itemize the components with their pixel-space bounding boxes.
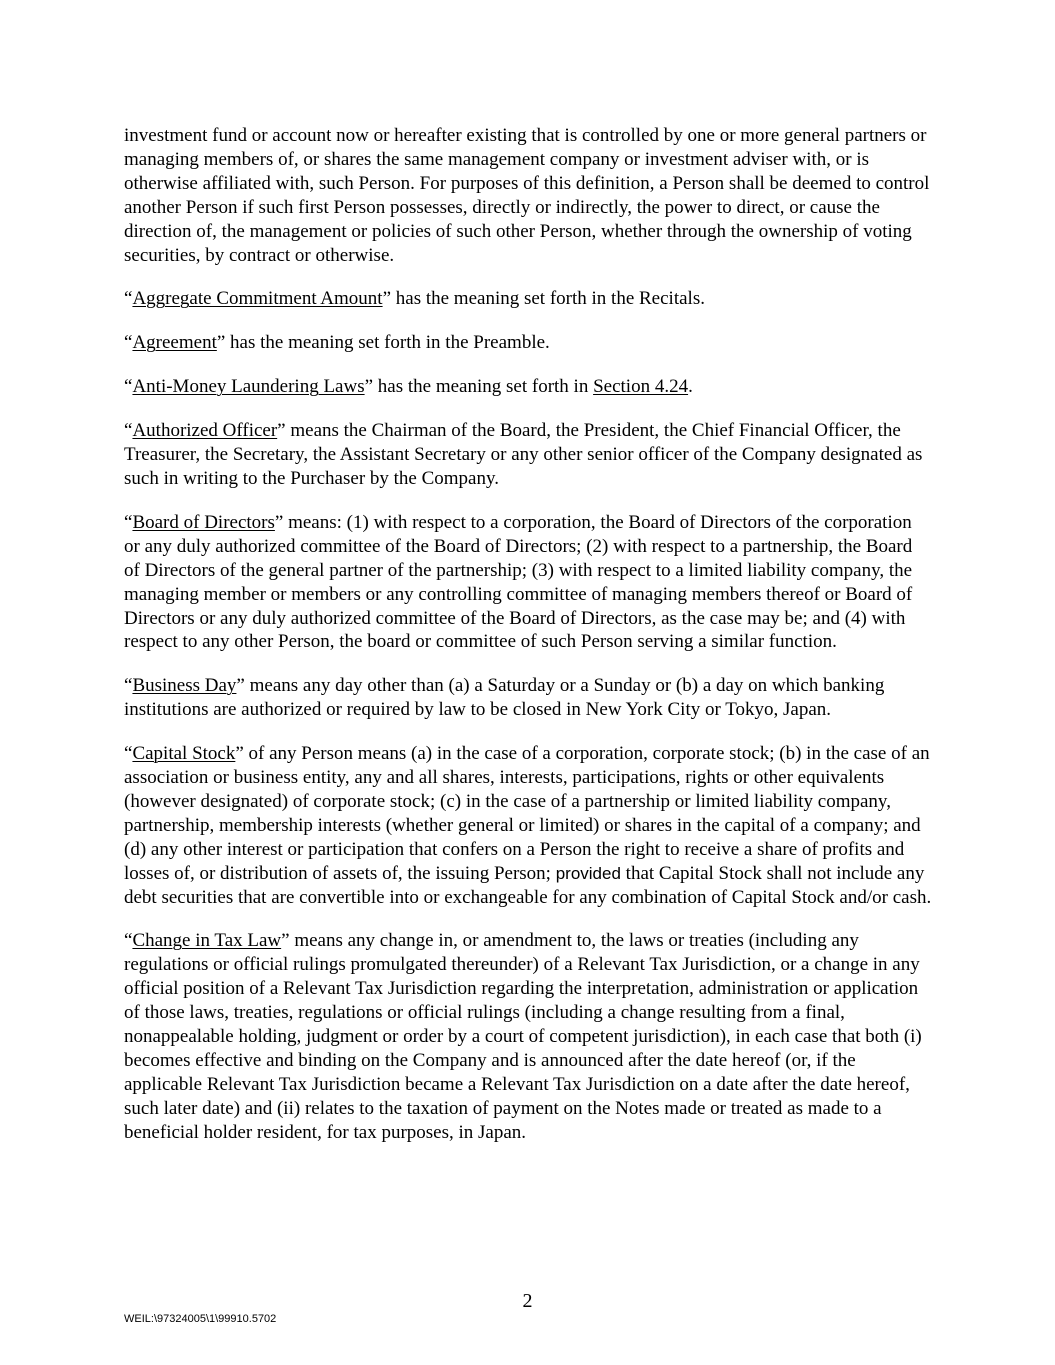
defined-term: Aggregate Commitment Amount <box>132 288 383 310</box>
definition-authorized-officer <box>124 419 932 491</box>
close-quote: ” <box>216 332 226 354</box>
section-reference: Section 4.24 <box>593 376 689 398</box>
page-number: 2 <box>522 1290 533 1312</box>
close-quote: ” <box>277 420 286 442</box>
definition-text: has the meaning set forth in <box>373 376 594 398</box>
definition-text: of any Person means (a) in the case of a corporation, corporate stock; (b) in the case of an association or business entity, any and all shares, interests, participations, rights or other equivalents (however designated) of corporate stock; (c) in the case of a partnership or limited liability company, partnership, membership interests (whether general or limited) or shares in the capital of a company; and (d) any other interest or participation that confers on a Person the right to receive a share of profits and losses of, or distribution of assets of, the issuing Person; <box>124 743 930 884</box>
definition-text-end: that Capital Stock shall not include any debt securities that are convertible into or exchangeable for any combination of Capital Stock and/or cash. <box>124 862 932 908</box>
close-quote: ” <box>364 376 374 398</box>
open-quote: “ <box>124 675 133 697</box>
close-quote: ” <box>382 288 392 310</box>
definition-aggregate-commitment-amount <box>124 287 932 311</box>
defined-term: Board of Directors <box>132 511 275 533</box>
defined-term: Authorized Officer <box>132 420 278 442</box>
open-quote: “ <box>124 288 133 310</box>
definition-text-end: . <box>688 376 693 398</box>
definition-business-day <box>124 674 932 722</box>
open-quote: “ <box>124 376 133 398</box>
definition-agreement <box>124 331 932 355</box>
close-quote: ” <box>281 930 290 952</box>
close-quote: ” <box>236 675 245 697</box>
definition-text: has the meaning set forth in the Preamble. <box>225 332 550 354</box>
definition-board-of-directors <box>124 511 932 654</box>
definition-text: means any day other than (a) a Saturday or a Sunday or (b) a day on which banking institutions are authorized or required by law to be closed in New York City or Tokyo, Japan. <box>124 675 885 721</box>
definition-text: means any change in, or amendment to, the laws or treaties (including any regulations or official rulings promulgated thereunder) of a Relevant Tax Jurisdiction, or a change in any official position of a Relevant Tax Jurisdiction regarding the interpretation, administration or application of those laws, treaties, regulations or official rulings (including a change resulting from a final, nonappealable holding, judgment or order by a court of competent jurisdiction), in each case that both (i) becomes effective and binding on the Company and is announced after the date hereof (or, if the applicable Relevant Tax Jurisdiction became a Relevant Tax Jurisdiction on a date after the date hereof, such later date) and (ii) relates to the taxation of payment on the Notes made or treated as made to a beneficial holder resident, for tax purposes, in Japan. <box>124 930 922 1143</box>
close-quote: ” <box>235 743 244 765</box>
provided-emphasis: provided <box>555 863 621 883</box>
defined-term: Change in Tax Law <box>132 930 282 952</box>
open-quote: “ <box>124 420 133 442</box>
open-quote: “ <box>124 332 133 354</box>
document-id: WEIL:\97324005\1\99910.5702 <box>124 1313 277 1325</box>
defined-term: Business Day <box>132 675 237 697</box>
open-quote: “ <box>124 743 133 765</box>
definition-anti-money-laundering-laws <box>124 375 932 399</box>
definition-change-in-tax-law <box>124 929 932 1144</box>
intro-paragraph: investment fund or account now or hereafter existing that is controlled by one or more general partners or managing members of, or shares the same management company or investment adviser with, or is otherwise affiliated with, such Person. For purposes of this definition, a Person shall be deemed to control another Person if such first Person possesses, directly or indirectly, the power to direct, or cause the direction of, the management or policies of such other Person, whether through the ownership of voting securities, by contract or otherwise. <box>124 125 930 266</box>
open-quote: “ <box>124 511 133 533</box>
definition-capital-stock <box>124 742 932 909</box>
defined-term: Capital Stock <box>132 743 236 765</box>
close-quote: ” <box>274 511 284 533</box>
open-quote: “ <box>124 930 133 952</box>
definition-text: has the meaning set forth in the Recitals. <box>391 288 705 310</box>
document-body <box>124 124 932 1165</box>
defined-term: Anti-Money Laundering Laws <box>132 376 365 398</box>
definition-text: means: (1) with respect to a corporation, the Board of Directors of the corporation or any duly authorized committee of the Board of Directors; (2) with respect to a partnership, the Board of Directors of the general partner of the partnership; (3) with respect to a limited liability company, the managing member or members or any controlling committee of managing members thereof or Board of Directors or any duly authorized committee of the Board of Directors, as the case may be; and (4) with respect to any other Person, the board or committee of such Person serving a similar function. <box>124 511 913 653</box>
defined-term: Agreement <box>132 332 217 354</box>
definition-text: means the Chairman of the Board, the President, the Chief Financial Officer, the Treasurer, the Secretary, the Assistant Secretary or any other senior officer of the Company designated as such in writing to the Purchaser by the Company. <box>124 420 923 489</box>
